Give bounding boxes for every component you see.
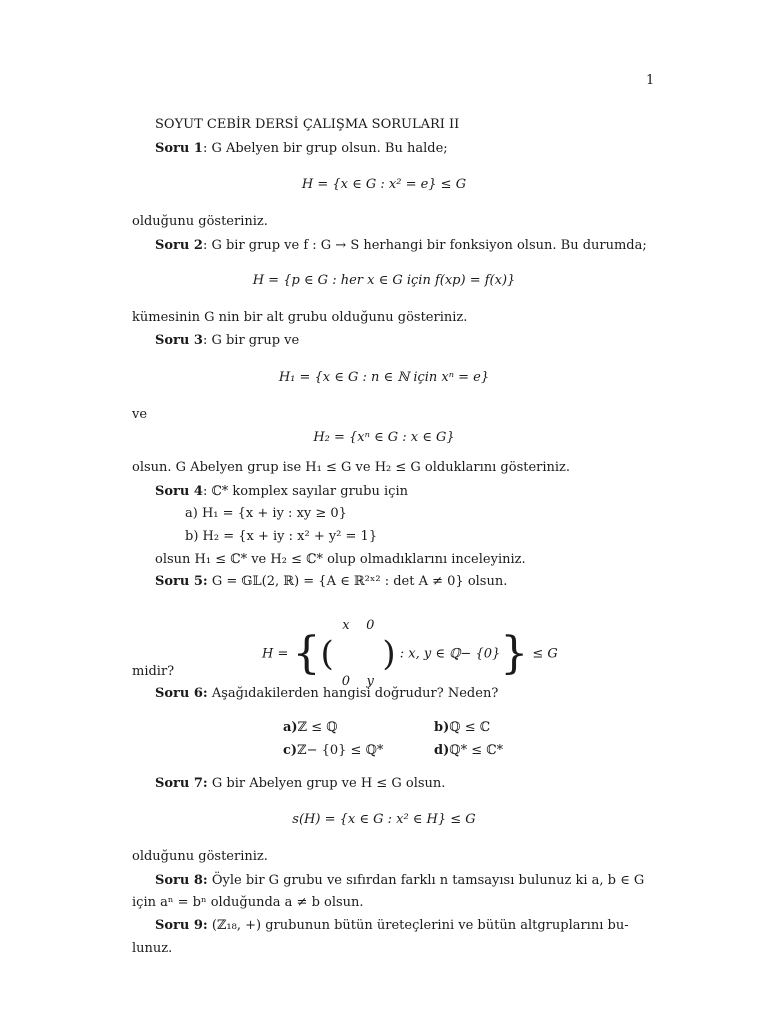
option-c-label: c)	[283, 743, 298, 758]
option-d-text: ℚ* ≤ ℂ*	[449, 743, 504, 758]
question-6-option-b	[434, 720, 490, 736]
left-brace-icon: {	[292, 628, 321, 679]
question-4-after: olsun H₁ ≤ ℂ* ve H₂ ≤ ℂ* olup olmadıklarını inceleyiniz.	[155, 552, 526, 567]
option-a-label: a)	[283, 720, 298, 735]
question-8	[155, 873, 644, 889]
question-2-after: kümesinin G nin bir alt grubu olduğunu gösteriniz.	[132, 310, 468, 325]
question-6-option-d	[434, 743, 503, 759]
question-1	[155, 141, 448, 157]
question-9	[155, 918, 629, 934]
question-2-text: : G bir grup ve f : G → S herhangi bir fonksiyon olsun. Bu durumda;	[202, 238, 647, 253]
left-paren-icon: (	[320, 634, 334, 674]
question-3-label: Soru 3	[155, 333, 203, 348]
question-3	[155, 333, 299, 349]
question-8-label: Soru 8:	[155, 873, 208, 888]
question-6-label: Soru 6:	[155, 686, 208, 701]
question-2-formula: H = {p ∈ G : her x ∈ G için f(xp) = f(x)}	[252, 273, 516, 288]
right-brace-icon: }	[500, 628, 529, 679]
question-4-b: b) H₂ = {x + iy : x² + y² = 1}	[185, 529, 378, 544]
option-b-label: b)	[434, 720, 450, 735]
question-9-text: (ℤ₁₈, +) grubunun bütün üreteçlerini ve bütün altgruplarını bu-	[211, 918, 629, 933]
question-5-h-tail: ≤ G	[532, 646, 558, 662]
right-paren-icon: )	[382, 634, 396, 674]
question-4-label: Soru 4	[155, 484, 203, 499]
question-7-after: olduğunu gösteriniz.	[132, 849, 268, 864]
question-1-after: olduğunu gösteriniz.	[132, 214, 268, 229]
option-b-text: ℚ ≤ ℂ	[449, 720, 491, 735]
question-7	[155, 776, 445, 792]
matrix-cell: 0	[366, 618, 375, 633]
question-4-a: a) H₁ = {x + iy : xy ≥ 0}	[185, 506, 347, 521]
question-3-formula-1: H₁ = {x ∈ G : n ∈ ℕ için xⁿ = e}	[278, 370, 490, 385]
question-5-h-right: : x, y ∈ ℚ− {0}	[399, 646, 501, 662]
question-3-formula-2: H₂ = {xⁿ ∈ G : x ∈ G}	[313, 430, 455, 445]
option-d-label: d)	[434, 743, 450, 758]
page-title: SOYUT CEBİR DERSİ ÇALIŞMA SORULARI II	[155, 117, 460, 132]
question-3-after: olsun. G Abelyen grup ise H₁ ≤ G ve H₂ ≤ G olduklarını gösteriniz.	[132, 460, 571, 475]
question-6-text: Aşağıdakilerden hangisi doğrudur? Neden?	[211, 686, 499, 701]
question-5-after: midir?	[132, 664, 175, 679]
question-5-text: G = 𝔾𝕃(2, ℝ) = {A ∈ ℝ²ˣ² : det A ≠ 0} olsun.	[211, 574, 508, 589]
question-4	[155, 484, 408, 500]
question-7-formula: s(H) = {x ∈ G : x² ∈ H} ≤ G	[292, 812, 476, 827]
question-5	[155, 574, 507, 590]
question-9-line-2: lunuz.	[132, 941, 173, 956]
question-6-option-c	[283, 743, 383, 759]
question-7-text: G bir Abelyen grup ve H ≤ G olsun.	[211, 776, 446, 791]
question-6-option-a	[283, 720, 338, 736]
question-3-ve: ve	[132, 407, 148, 422]
question-5-label: Soru 5:	[155, 574, 208, 589]
option-a-text: ℤ ≤ ℚ	[297, 720, 338, 735]
question-8-line-2: için aⁿ = bⁿ olduğunda a ≠ b olsun.	[132, 895, 364, 910]
question-6	[155, 686, 498, 702]
question-7-label: Soru 7:	[155, 776, 208, 791]
question-4-text: : ℂ* komplex sayılar grubu için	[202, 484, 408, 499]
matrix-cell: x	[342, 618, 350, 633]
question-2-label: Soru 2	[155, 238, 203, 253]
question-2	[155, 238, 647, 254]
question-3-text: : G bir grup ve	[202, 333, 300, 348]
question-8-text: Öyle bir G grubu ve sıfırdan farklı n tamsayısı bulunuz ki a, b ∈ G	[211, 873, 645, 888]
page-number: 1	[646, 73, 655, 88]
question-1-formula: H = {x ∈ G : x² = e} ≤ G	[301, 177, 467, 192]
question-9-label: Soru 9:	[155, 918, 208, 933]
question-5-h-left: H =	[262, 646, 289, 662]
matrix-cell: y	[366, 674, 374, 689]
question-1-text: : G Abelyen bir grup olsun. Bu halde;	[202, 141, 448, 156]
matrix-row	[334, 598, 383, 654]
matrix-cell: 0	[341, 674, 351, 689]
question-1-label: Soru 1	[155, 141, 203, 156]
option-c-text: ℤ− {0} ≤ ℚ*	[297, 743, 384, 758]
